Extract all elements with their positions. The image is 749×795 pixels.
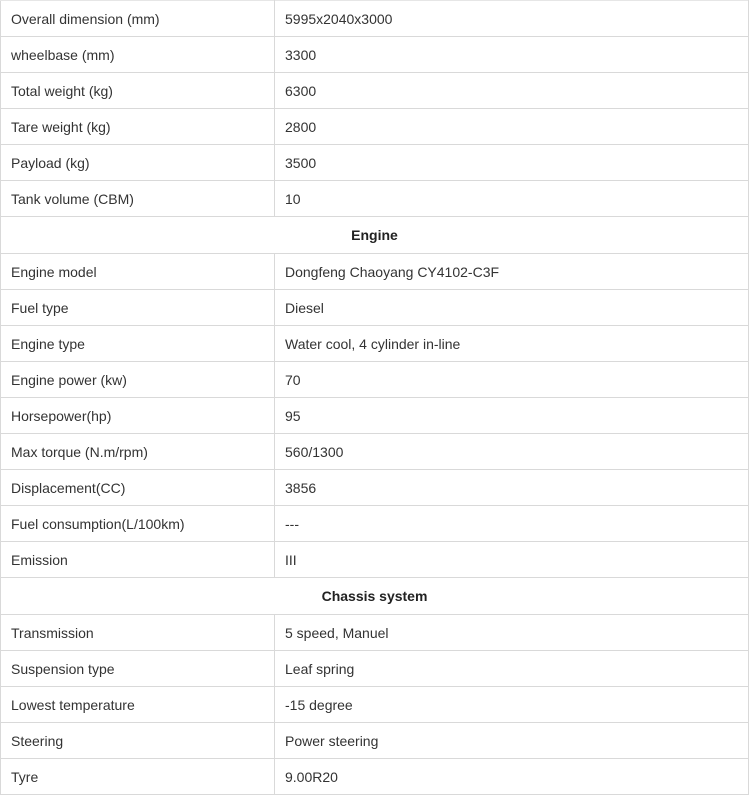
spec-value: III bbox=[275, 542, 749, 578]
section-header-row bbox=[1, 578, 749, 615]
spec-value: 6300 bbox=[275, 73, 749, 109]
section-title: Engine bbox=[1, 217, 749, 254]
section-header-row bbox=[1, 217, 749, 254]
spec-label: Payload (kg) bbox=[1, 145, 275, 181]
table-row bbox=[1, 254, 749, 290]
spec-label: Suspension type bbox=[1, 651, 275, 687]
spec-value: Water cool, 4 cylinder in-line bbox=[275, 326, 749, 362]
spec-label: Engine power (kw) bbox=[1, 362, 275, 398]
spec-label: Overall dimension (mm) bbox=[1, 1, 275, 37]
table-row bbox=[1, 542, 749, 578]
table-row bbox=[1, 470, 749, 506]
table-row bbox=[1, 723, 749, 759]
table-row bbox=[1, 326, 749, 362]
spec-value: 70 bbox=[275, 362, 749, 398]
spec-value: 5995x2040x3000 bbox=[275, 1, 749, 37]
table-row bbox=[1, 37, 749, 73]
spec-label: Displacement(CC) bbox=[1, 470, 275, 506]
spec-value: 9.00R20 bbox=[275, 759, 749, 795]
spec-value: Dongfeng Chaoyang CY4102-C3F bbox=[275, 254, 749, 290]
spec-label: Fuel consumption(L/100km) bbox=[1, 506, 275, 542]
spec-label: Engine model bbox=[1, 254, 275, 290]
spec-value: 3300 bbox=[275, 37, 749, 73]
spec-value: 2800 bbox=[275, 109, 749, 145]
table-row bbox=[1, 73, 749, 109]
spec-value: 560/1300 bbox=[275, 434, 749, 470]
spec-value: 5 speed, Manuel bbox=[275, 615, 749, 651]
spec-table-body bbox=[1, 1, 749, 795]
spec-label: Tank volume (CBM) bbox=[1, 181, 275, 217]
spec-value: 10 bbox=[275, 181, 749, 217]
table-row bbox=[1, 506, 749, 542]
spec-value: 3500 bbox=[275, 145, 749, 181]
spec-value: 95 bbox=[275, 398, 749, 434]
spec-value: 3856 bbox=[275, 470, 749, 506]
table-row bbox=[1, 434, 749, 470]
spec-label: Horsepower(hp) bbox=[1, 398, 275, 434]
table-row bbox=[1, 615, 749, 651]
spec-label: Steering bbox=[1, 723, 275, 759]
spec-value: --- bbox=[275, 506, 749, 542]
table-row bbox=[1, 145, 749, 181]
spec-value: Leaf spring bbox=[275, 651, 749, 687]
table-row bbox=[1, 651, 749, 687]
spec-label: Fuel type bbox=[1, 290, 275, 326]
table-row bbox=[1, 398, 749, 434]
spec-value: Power steering bbox=[275, 723, 749, 759]
spec-label: Tyre bbox=[1, 759, 275, 795]
table-row bbox=[1, 1, 749, 37]
section-title: Chassis system bbox=[1, 578, 749, 615]
spec-label: Lowest temperature bbox=[1, 687, 275, 723]
table-row bbox=[1, 290, 749, 326]
spec-label: Emission bbox=[1, 542, 275, 578]
spec-value: Diesel bbox=[275, 290, 749, 326]
spec-label: Max torque (N.m/rpm) bbox=[1, 434, 275, 470]
table-row bbox=[1, 109, 749, 145]
spec-label: wheelbase (mm) bbox=[1, 37, 275, 73]
table-row bbox=[1, 181, 749, 217]
table-row bbox=[1, 362, 749, 398]
spec-label: Engine type bbox=[1, 326, 275, 362]
spec-label: Total weight (kg) bbox=[1, 73, 275, 109]
spec-label: Tare weight (kg) bbox=[1, 109, 275, 145]
table-row bbox=[1, 687, 749, 723]
table-row bbox=[1, 759, 749, 795]
spec-value: -15 degree bbox=[275, 687, 749, 723]
spec-label: Transmission bbox=[1, 615, 275, 651]
